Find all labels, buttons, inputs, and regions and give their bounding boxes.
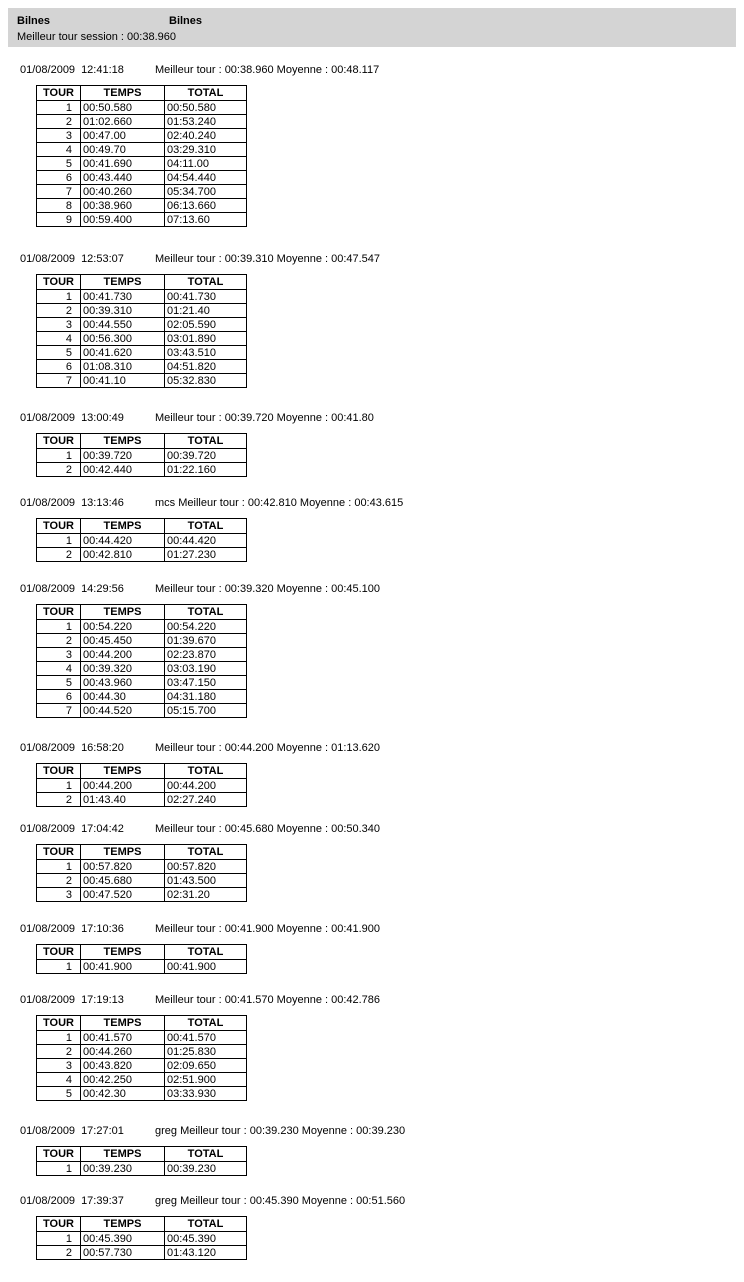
lap-time: 00:42.440 xyxy=(81,463,165,477)
cumulative-time: 00:54.220 xyxy=(165,620,247,634)
cumulative-time: 04:11.00 xyxy=(165,157,247,171)
cumulative-time: 03:03.190 xyxy=(165,662,247,676)
column-header-temps: TEMPS xyxy=(81,519,165,534)
lap-number: 1 xyxy=(37,1162,81,1176)
lap-table xyxy=(36,844,247,902)
lap-time: 00:44.200 xyxy=(81,648,165,662)
column-header-total: TOTAL xyxy=(165,1016,247,1031)
column-header-total: TOTAL xyxy=(165,605,247,620)
table-row xyxy=(37,171,247,185)
table-row xyxy=(37,290,247,304)
lap-time: 00:41.570 xyxy=(81,1031,165,1045)
column-header-tour: TOUR xyxy=(37,434,81,449)
lap-time: 00:44.200 xyxy=(81,779,165,793)
session-time: 14:29:56 xyxy=(81,583,124,595)
column-header-temps: TEMPS xyxy=(81,275,165,290)
lap-number: 1 xyxy=(37,101,81,115)
session-time: 17:19:13 xyxy=(81,994,124,1006)
cumulative-time: 01:39.670 xyxy=(165,634,247,648)
table-row xyxy=(37,1031,247,1045)
cumulative-time: 02:05.590 xyxy=(165,318,247,332)
lap-number: 2 xyxy=(37,634,81,648)
column-header-temps: TEMPS xyxy=(81,1147,165,1162)
cumulative-time: 00:41.900 xyxy=(165,960,247,974)
lap-table-header xyxy=(37,845,247,860)
lap-time: 00:41.690 xyxy=(81,157,165,171)
lap-number: 6 xyxy=(37,690,81,704)
lap-table-header xyxy=(37,519,247,534)
cumulative-time: 03:33.930 xyxy=(165,1087,247,1101)
lap-number: 4 xyxy=(37,143,81,157)
cumulative-time: 00:41.570 xyxy=(165,1031,247,1045)
table-row xyxy=(37,304,247,318)
table-row xyxy=(37,129,247,143)
lap-number: 5 xyxy=(37,157,81,171)
session-summary: greg Meilleur tour : 00:45.390 Moyenne : 00:51.560 xyxy=(155,1195,406,1207)
table-row xyxy=(37,374,247,388)
session-date: 01/08/2009 xyxy=(20,64,76,76)
table-row xyxy=(37,1059,247,1073)
lap-time: 00:54.220 xyxy=(81,620,165,634)
lap-number: 5 xyxy=(37,346,81,360)
table-row xyxy=(37,332,247,346)
session-summary: Meilleur tour : 00:38.960 Moyenne : 00:48.117 xyxy=(155,64,380,76)
column-header-tour: TOUR xyxy=(37,945,81,960)
table-row xyxy=(37,676,247,690)
cumulative-time: 05:34.700 xyxy=(165,185,247,199)
lap-time: 00:39.320 xyxy=(81,662,165,676)
session-time: 17:04:42 xyxy=(81,823,124,835)
lap-table xyxy=(36,85,247,227)
lap-number: 5 xyxy=(37,1087,81,1101)
lap-table-header xyxy=(37,275,247,290)
lap-number: 9 xyxy=(37,213,81,227)
cumulative-time: 05:32.830 xyxy=(165,374,247,388)
table-row xyxy=(37,874,247,888)
cumulative-time: 01:25.830 xyxy=(165,1045,247,1059)
cumulative-time: 05:15.700 xyxy=(165,704,247,718)
table-row xyxy=(37,143,247,157)
lap-time: 00:40.260 xyxy=(81,185,165,199)
lap-table-header xyxy=(37,605,247,620)
session-date: 01/08/2009 xyxy=(20,823,76,835)
lap-number: 1 xyxy=(37,860,81,874)
table-row xyxy=(37,1073,247,1087)
cumulative-time: 02:09.650 xyxy=(165,1059,247,1073)
cumulative-time: 04:51.820 xyxy=(165,360,247,374)
column-header-total: TOTAL xyxy=(165,945,247,960)
column-header-tour: TOUR xyxy=(37,1217,81,1232)
table-row xyxy=(37,620,247,634)
session-date: 01/08/2009 xyxy=(20,583,76,595)
session-heading xyxy=(20,412,374,424)
session-summary: Meilleur tour : 00:39.320 Moyenne : 00:45.100 xyxy=(155,583,381,595)
column-header-total: TOTAL xyxy=(165,86,247,101)
lap-time: 00:39.230 xyxy=(81,1162,165,1176)
lap-table xyxy=(36,433,247,477)
lap-number: 7 xyxy=(37,185,81,199)
lap-time: 00:45.390 xyxy=(81,1232,165,1246)
lap-time: 00:44.30 xyxy=(81,690,165,704)
lap-time: 00:44.260 xyxy=(81,1045,165,1059)
lap-table xyxy=(36,944,247,974)
lap-time: 01:02.660 xyxy=(81,115,165,129)
lap-table xyxy=(36,1146,247,1176)
cumulative-time: 00:41.730 xyxy=(165,290,247,304)
session-time: 17:39:37 xyxy=(81,1195,124,1207)
column-header-total: TOTAL xyxy=(165,434,247,449)
cumulative-time: 03:43.510 xyxy=(165,346,247,360)
lap-table xyxy=(36,604,247,718)
table-row xyxy=(37,199,247,213)
cumulative-time: 00:44.200 xyxy=(165,779,247,793)
lap-time: 00:42.810 xyxy=(81,548,165,562)
track-name-left: Bilnes xyxy=(17,15,51,27)
lap-number: 1 xyxy=(37,449,81,463)
session-heading xyxy=(20,923,381,935)
lap-number: 8 xyxy=(37,199,81,213)
lap-table xyxy=(36,1015,247,1101)
cumulative-time: 00:44.420 xyxy=(165,534,247,548)
session-heading xyxy=(20,253,381,265)
table-row xyxy=(37,960,247,974)
lap-time: 00:42.250 xyxy=(81,1073,165,1087)
lap-time: 00:44.420 xyxy=(81,534,165,548)
session-heading xyxy=(20,583,381,595)
column-header-tour: TOUR xyxy=(37,275,81,290)
lap-time: 00:45.680 xyxy=(81,874,165,888)
column-header-total: TOTAL xyxy=(165,1217,247,1232)
lap-table-header xyxy=(37,764,247,779)
lap-number: 5 xyxy=(37,676,81,690)
lap-number: 1 xyxy=(37,1031,81,1045)
table-row xyxy=(37,157,247,171)
lap-number: 3 xyxy=(37,129,81,143)
session-date: 01/08/2009 xyxy=(20,497,76,509)
session-heading xyxy=(20,64,380,76)
table-row xyxy=(37,185,247,199)
session-heading xyxy=(20,1125,406,1137)
cumulative-time: 01:43.120 xyxy=(165,1246,247,1260)
cumulative-time: 07:13.60 xyxy=(165,213,247,227)
session-date: 01/08/2009 xyxy=(20,253,76,265)
lap-table xyxy=(36,518,247,562)
session-date: 01/08/2009 xyxy=(20,1125,76,1137)
lap-number: 3 xyxy=(37,888,81,902)
cumulative-time: 02:23.870 xyxy=(165,648,247,662)
session-summary: Meilleur tour : 00:41.900 Moyenne : 00:41.900 xyxy=(155,923,381,935)
lap-number: 4 xyxy=(37,332,81,346)
column-header-tour: TOUR xyxy=(37,1016,81,1031)
table-row xyxy=(37,101,247,115)
column-header-tour: TOUR xyxy=(37,519,81,534)
session-heading xyxy=(20,497,404,509)
lap-number: 6 xyxy=(37,360,81,374)
table-row xyxy=(37,1045,247,1059)
lap-number: 2 xyxy=(37,874,81,888)
lap-number: 2 xyxy=(37,115,81,129)
cumulative-time: 00:50.580 xyxy=(165,101,247,115)
table-row xyxy=(37,648,247,662)
table-row xyxy=(37,634,247,648)
session-time: 13:13:46 xyxy=(81,497,124,509)
session-time: 12:41:18 xyxy=(81,64,124,76)
lap-number: 2 xyxy=(37,793,81,807)
session-time: 17:27:01 xyxy=(81,1125,124,1137)
session-date: 01/08/2009 xyxy=(20,923,76,935)
column-header-temps: TEMPS xyxy=(81,86,165,101)
table-row xyxy=(37,704,247,718)
cumulative-time: 00:39.720 xyxy=(165,449,247,463)
cumulative-time: 03:29.310 xyxy=(165,143,247,157)
lap-number: 3 xyxy=(37,648,81,662)
cumulative-time: 02:27.240 xyxy=(165,793,247,807)
table-row xyxy=(37,318,247,332)
session-heading xyxy=(20,823,381,835)
table-row xyxy=(37,1232,247,1246)
column-header-temps: TEMPS xyxy=(81,605,165,620)
cumulative-time: 02:31.20 xyxy=(165,888,247,902)
column-header-temps: TEMPS xyxy=(81,764,165,779)
column-header-total: TOTAL xyxy=(165,1147,247,1162)
lap-time: 00:44.550 xyxy=(81,318,165,332)
table-row xyxy=(37,690,247,704)
lap-number: 4 xyxy=(37,662,81,676)
lap-number: 4 xyxy=(37,1073,81,1087)
session-summary: greg Meilleur tour : 00:39.230 Moyenne : 00:39.230 xyxy=(155,1125,406,1137)
table-row xyxy=(37,534,247,548)
lap-time: 00:56.300 xyxy=(81,332,165,346)
lap-number: 1 xyxy=(37,779,81,793)
lap-number: 2 xyxy=(37,1246,81,1260)
session-summary: Meilleur tour : 00:44.200 Moyenne : 01:13.620 xyxy=(155,742,381,754)
table-row xyxy=(37,213,247,227)
table-row xyxy=(37,779,247,793)
column-header-temps: TEMPS xyxy=(81,1217,165,1232)
table-row xyxy=(37,463,247,477)
session-time: 13:00:49 xyxy=(81,412,124,424)
lap-number: 2 xyxy=(37,1045,81,1059)
column-header-temps: TEMPS xyxy=(81,1016,165,1031)
column-header-temps: TEMPS xyxy=(81,945,165,960)
session-heading xyxy=(20,742,381,754)
lap-number: 1 xyxy=(37,960,81,974)
lap-time: 00:43.960 xyxy=(81,676,165,690)
lap-number: 2 xyxy=(37,304,81,318)
table-row xyxy=(37,548,247,562)
lap-time: 00:59.400 xyxy=(81,213,165,227)
session-date: 01/08/2009 xyxy=(20,994,76,1006)
lap-number: 7 xyxy=(37,704,81,718)
column-header-tour: TOUR xyxy=(37,764,81,779)
table-row xyxy=(37,662,247,676)
lap-number: 6 xyxy=(37,171,81,185)
column-header-temps: TEMPS xyxy=(81,845,165,860)
session-summary: Meilleur tour : 00:39.720 Moyenne : 00:41.80 xyxy=(155,412,374,424)
lap-table-header xyxy=(37,86,247,101)
session-heading xyxy=(20,994,381,1006)
cumulative-time: 06:13.660 xyxy=(165,199,247,213)
table-row xyxy=(37,1246,247,1260)
lap-time: 00:57.730 xyxy=(81,1246,165,1260)
column-header-total: TOTAL xyxy=(165,764,247,779)
session-summary: Meilleur tour : 00:45.680 Moyenne : 00:50.340 xyxy=(155,823,381,835)
cumulative-time: 04:31.180 xyxy=(165,690,247,704)
lap-table-header xyxy=(37,1016,247,1031)
session-time: 17:10:36 xyxy=(81,923,124,935)
lap-number: 3 xyxy=(37,1059,81,1073)
lap-number: 7 xyxy=(37,374,81,388)
lap-table-header xyxy=(37,1147,247,1162)
lap-time: 00:41.10 xyxy=(81,374,165,388)
lap-time: 00:39.720 xyxy=(81,449,165,463)
cumulative-time: 00:39.230 xyxy=(165,1162,247,1176)
lap-time: 00:44.520 xyxy=(81,704,165,718)
lap-table xyxy=(36,763,247,807)
table-row xyxy=(37,360,247,374)
lap-number: 1 xyxy=(37,534,81,548)
lap-time: 00:45.450 xyxy=(81,634,165,648)
lap-time: 00:49.70 xyxy=(81,143,165,157)
cumulative-time: 01:43.500 xyxy=(165,874,247,888)
cumulative-time: 03:01.890 xyxy=(165,332,247,346)
cumulative-time: 01:21.40 xyxy=(165,304,247,318)
session-time: 16:58:20 xyxy=(81,742,124,754)
lap-time: 00:50.580 xyxy=(81,101,165,115)
lap-time: 00:41.620 xyxy=(81,346,165,360)
cumulative-time: 01:53.240 xyxy=(165,115,247,129)
column-header-total: TOTAL xyxy=(165,845,247,860)
lap-time: 00:41.730 xyxy=(81,290,165,304)
lap-time: 01:43.40 xyxy=(81,793,165,807)
cumulative-time: 04:54.440 xyxy=(165,171,247,185)
column-header-total: TOTAL xyxy=(165,519,247,534)
lap-number: 2 xyxy=(37,548,81,562)
lap-number: 1 xyxy=(37,290,81,304)
table-row xyxy=(37,888,247,902)
column-header-temps: TEMPS xyxy=(81,434,165,449)
lap-time: 00:39.310 xyxy=(81,304,165,318)
lap-time: 00:38.960 xyxy=(81,199,165,213)
column-header-tour: TOUR xyxy=(37,86,81,101)
table-row xyxy=(37,1087,247,1101)
lap-table xyxy=(36,274,247,388)
lap-time: 00:42.30 xyxy=(81,1087,165,1101)
lap-table xyxy=(36,1216,247,1260)
track-name-right: Bilnes xyxy=(169,15,203,27)
table-row xyxy=(37,793,247,807)
table-row xyxy=(37,346,247,360)
lap-table-header xyxy=(37,945,247,960)
session-summary: Meilleur tour : 00:41.570 Moyenne : 00:42.786 xyxy=(155,994,381,1006)
cumulative-time: 01:22.160 xyxy=(165,463,247,477)
cumulative-time: 00:57.820 xyxy=(165,860,247,874)
session-heading xyxy=(20,1195,406,1207)
table-row xyxy=(37,449,247,463)
session-best-lap: Meilleur tour session : 00:38.960 xyxy=(17,31,176,43)
cumulative-time: 02:40.240 xyxy=(165,129,247,143)
lap-time: 00:47.00 xyxy=(81,129,165,143)
lap-time: 00:43.440 xyxy=(81,171,165,185)
cumulative-time: 01:27.230 xyxy=(165,548,247,562)
lap-number: 2 xyxy=(37,463,81,477)
cumulative-time: 02:51.900 xyxy=(165,1073,247,1087)
table-row xyxy=(37,1162,247,1176)
cumulative-time: 03:47.150 xyxy=(165,676,247,690)
session-summary: mcs Meilleur tour : 00:42.810 Moyenne : 00:43.615 xyxy=(155,497,404,509)
table-row xyxy=(37,860,247,874)
cumulative-time: 00:45.390 xyxy=(165,1232,247,1246)
lap-time: 00:43.820 xyxy=(81,1059,165,1073)
column-header-total: TOTAL xyxy=(165,275,247,290)
lap-time: 00:57.820 xyxy=(81,860,165,874)
column-header-tour: TOUR xyxy=(37,1147,81,1162)
lap-table-header xyxy=(37,434,247,449)
lap-number: 1 xyxy=(37,1232,81,1246)
lap-time: 00:47.520 xyxy=(81,888,165,902)
lap-time: 00:41.900 xyxy=(81,960,165,974)
lap-number: 3 xyxy=(37,318,81,332)
session-date: 01/08/2009 xyxy=(20,1195,76,1207)
session-summary: Meilleur tour : 00:39.310 Moyenne : 00:47.547 xyxy=(155,253,381,265)
lap-number: 1 xyxy=(37,620,81,634)
session-date: 01/08/2009 xyxy=(20,412,76,424)
lap-table-header xyxy=(37,1217,247,1232)
column-header-tour: TOUR xyxy=(37,845,81,860)
session-time: 12:53:07 xyxy=(81,253,124,265)
table-row xyxy=(37,115,247,129)
lap-time: 01:08.310 xyxy=(81,360,165,374)
session-date: 01/08/2009 xyxy=(20,742,76,754)
column-header-tour: TOUR xyxy=(37,605,81,620)
